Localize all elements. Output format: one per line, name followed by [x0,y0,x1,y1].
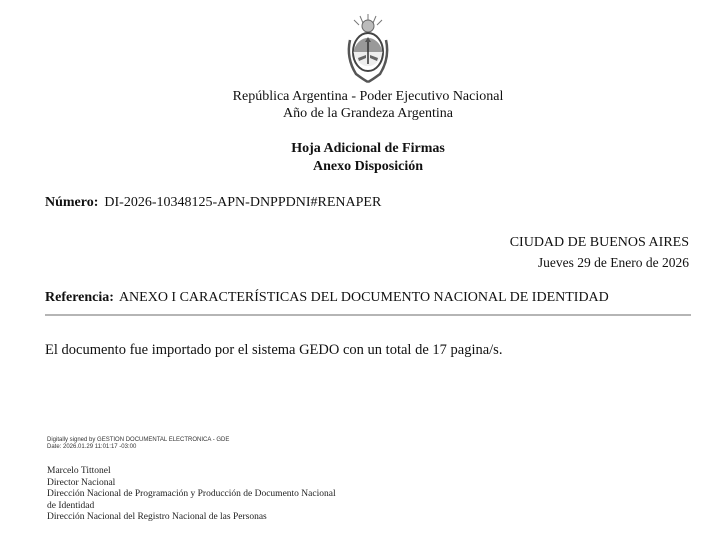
signer-office-3: Dirección Nacional del Registro Nacional de las Personas [47,512,267,522]
document-subtitle: Anexo Disposición [312,159,424,174]
document-title: Hoja Adicional de Firmas [291,141,445,156]
header-line-2: Año de la Grandeza Argentina [282,106,453,121]
signer-name: Marcelo Tittonel [47,466,111,476]
location-city: CIUDAD DE BUENOS AIRES [509,235,689,250]
document-number-label: Número: [45,195,99,210]
digital-signature-stamp [47,437,229,451]
body-text: El documento fue importado por el sistema GEDO con un total de 17 pagina/s. [45,342,503,358]
document-date: Jueves 29 de Enero de 2026 [537,255,689,270]
document-number-value: DI-2026-10348125-APN-DNPPDNI#RENAPER [104,195,382,210]
reference [45,290,609,306]
signer-office-1: Dirección Nacional de Programación y Producción de Documento Nacional [47,489,336,499]
signer-role: Director Nacional [47,477,116,488]
reference-value: ANEXO I CARACTERÍSTICAS DEL DOCUMENTO NACIONAL DE IDENTIDAD [118,290,609,305]
digital-signature-by: Digitally signed by GESTION DOCUMENTAL ELECTRONICA - GDE [47,437,230,443]
signer-office-2: de Identidad [47,500,95,511]
signer-block [47,466,336,524]
header-line-1: República Argentina - Poder Ejecutivo Nacional [232,89,504,104]
divider [45,314,691,316]
document-number [45,195,381,211]
coat-of-arms-icon [342,12,394,84]
reference-label: Referencia: [45,290,114,305]
sun-icon [362,20,374,32]
digital-signature-date: Date: 2026.01.29 11:01:17 -03:00 [47,444,137,450]
